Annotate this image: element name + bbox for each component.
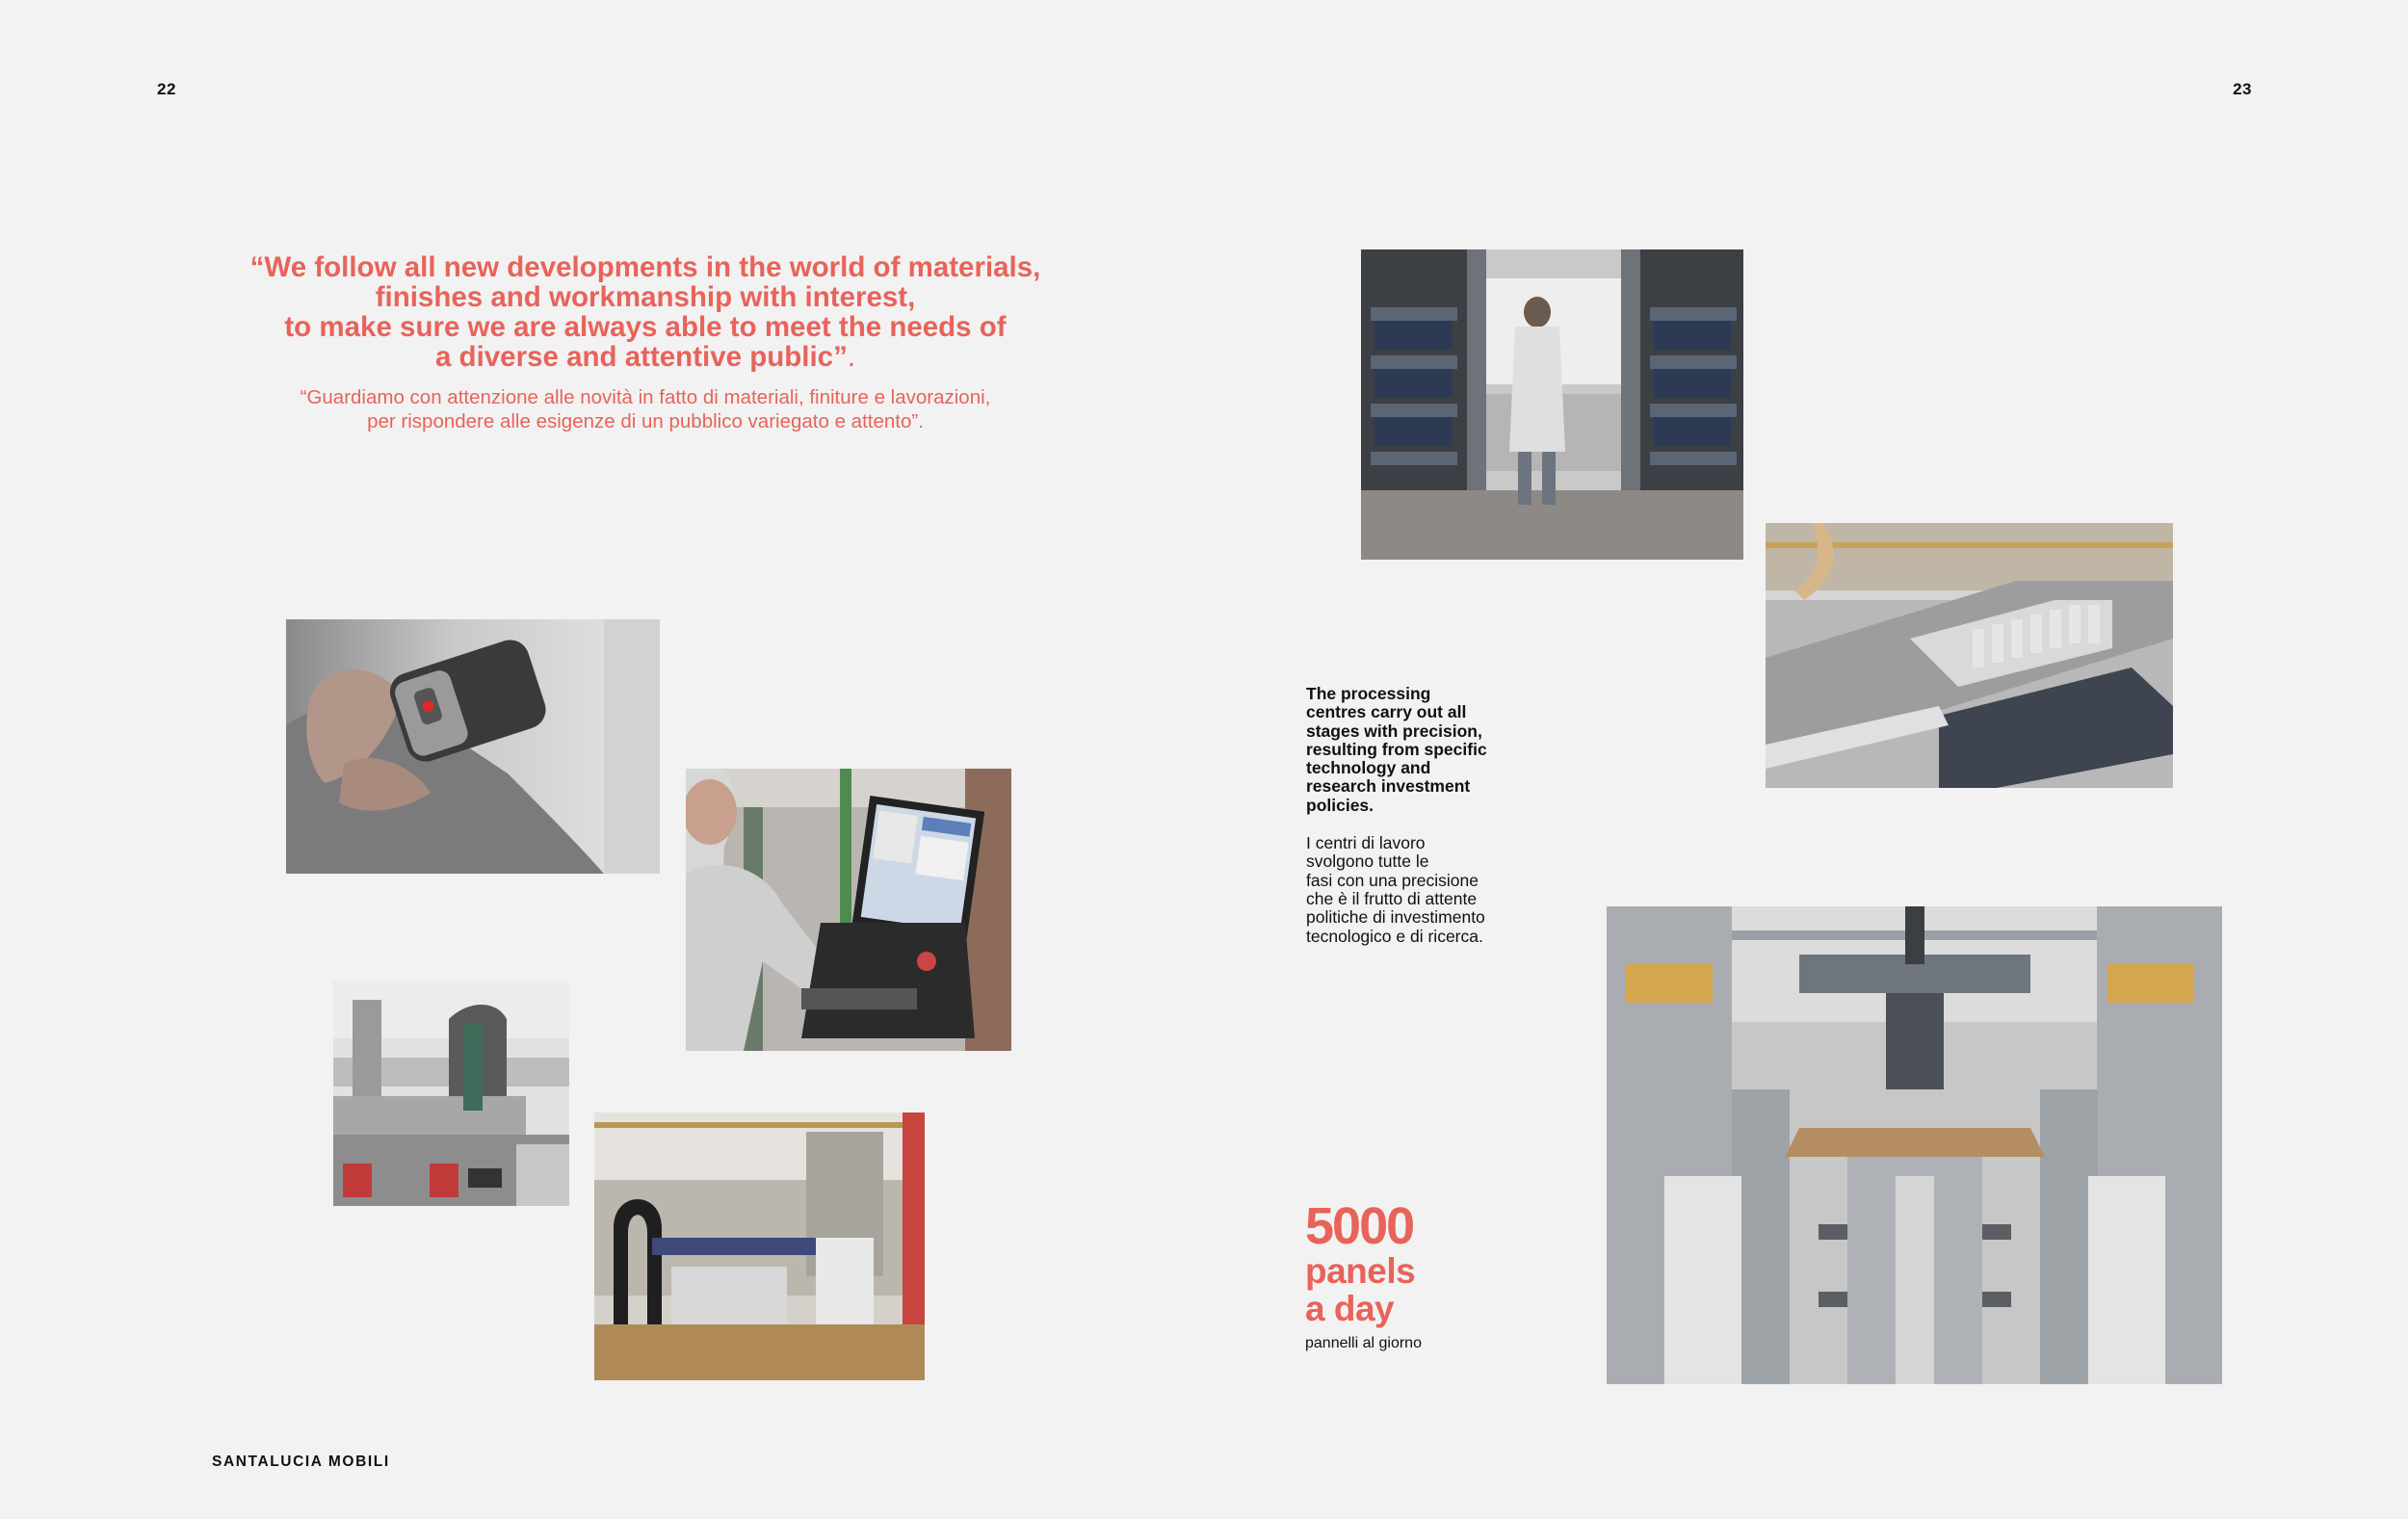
caption-it-line: che è il frutto di attente [1306, 888, 1478, 908]
stat-unit-line1: panels [1305, 1251, 1416, 1291]
stat-unit-line2: a day [1305, 1289, 1395, 1328]
quote-it-line: per rispondere alle esigenze di un pubblico variegato e attento”. [367, 410, 924, 432]
caption-line: centres carry out all [1306, 702, 1467, 722]
quote-line: to make sure we are always able to meet the needs of [284, 311, 1007, 343]
quote-italian [231, 385, 1060, 433]
panels-per-day-stat [1305, 1197, 1422, 1352]
stat-italian: pannelli al giorno [1305, 1335, 1422, 1351]
photo-processing-centre [1766, 523, 2173, 788]
quote-line: finishes and workmanship with interest, [375, 281, 916, 313]
photo-barcode-scanner [286, 619, 660, 874]
pull-quote [231, 252, 1060, 433]
quote-end: . [847, 341, 856, 373]
caption-line: The processing [1306, 684, 1431, 703]
page-number-left: 22 [157, 80, 176, 98]
caption-line: resulting from specific [1306, 739, 1487, 759]
photo-warehouse-worker [1361, 249, 1743, 560]
quote-line: a diverse and attentive public” [434, 341, 848, 373]
photo-factory-line [594, 1113, 925, 1380]
brand-footer: SANTALUCIA MOBILI [212, 1454, 390, 1470]
caption-line: stages with precision, [1306, 720, 1482, 741]
caption-line: technology and [1306, 758, 1431, 778]
quote-english [231, 252, 1060, 372]
photo-operator-computer [686, 769, 1011, 1051]
caption-processing-centres [1306, 685, 1532, 946]
caption-line: policies. [1306, 795, 1374, 815]
caption-english [1306, 685, 1532, 815]
stat-number: 5000 [1305, 1197, 1414, 1255]
caption-it-line: svolgono tutte le [1306, 851, 1429, 872]
caption-it-line: fasi con una precisione [1306, 870, 1479, 890]
page-number-right: 23 [2233, 80, 2252, 98]
photo-cnc-machine [333, 981, 569, 1206]
photo-panel-machinery [1607, 906, 2222, 1384]
quote-line: “We follow all new developments in the world of materials, [249, 251, 1041, 283]
caption-it-line: tecnologico e di ricerca. [1306, 926, 1483, 946]
caption-it-line: politiche di investimento [1306, 907, 1485, 928]
quote-it-line: “Guardiamo con attenzione alle novità in fatto di materiali, finiture e lavorazioni, [300, 386, 991, 408]
caption-it-line: I centri di lavoro [1306, 833, 1426, 853]
caption-line: research investment [1306, 776, 1471, 797]
caption-italian [1306, 834, 1532, 946]
